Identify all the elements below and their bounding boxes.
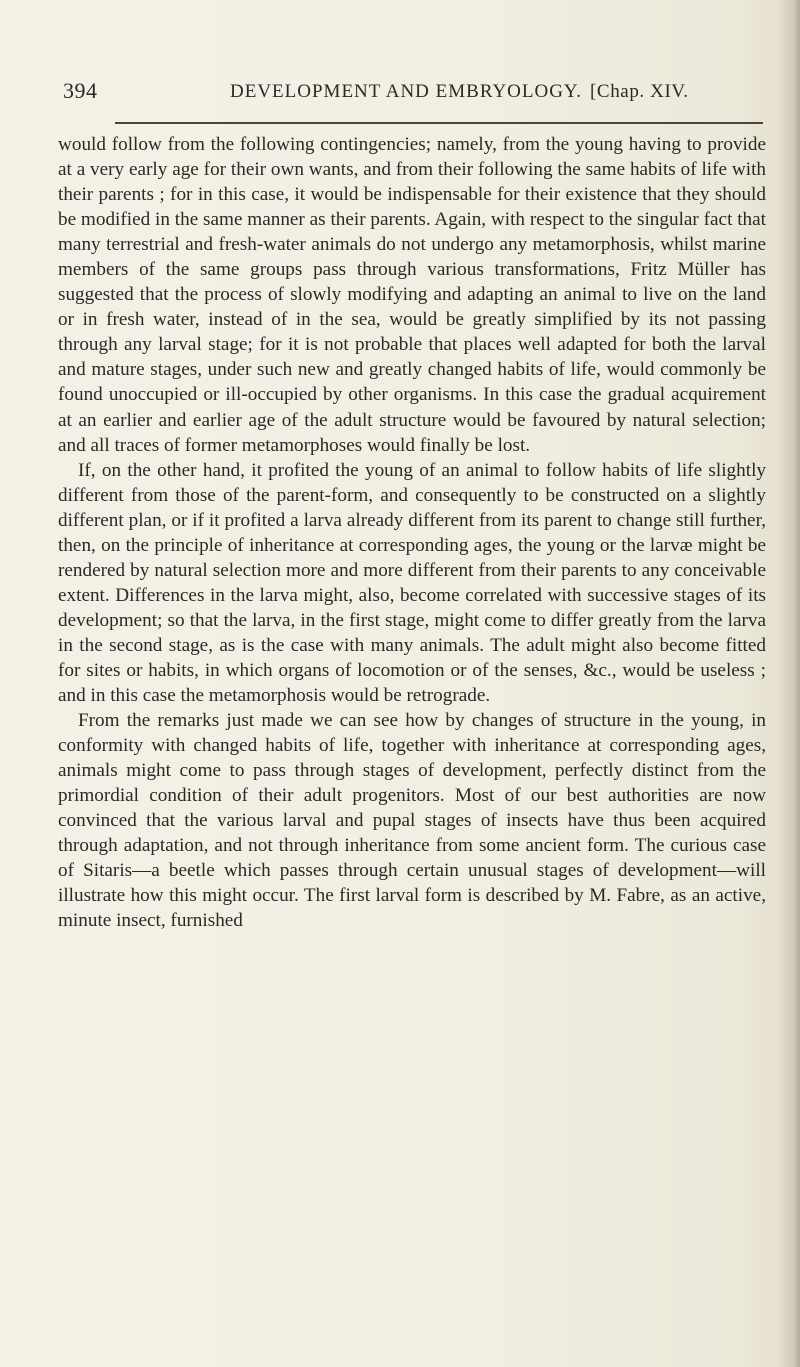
paragraph: From the remarks just made we can see how by changes of structure in the young, in conformity with changed habits of life, together with inheritance at corresponding ages, animals might come to pass through stages of development, perfectly distinct from the primordial condition of their adult progenitors. Most of our best authorities are now convinced that the various larval and pupal stages of insects have thus been acquired through adaptation, and not through inheritance from some ancient form. The curious case of Sitaris—a beetle which passes through certain unusual stages of development—will illustrate how this might occur. The first larval form is described by M. Fabre, as an active, minute insect, furnished <box>58 710 766 932</box>
page-number: 394 <box>63 78 98 103</box>
paragraph-continued: would follow from the following contingencies; namely, from the young having to provide at a very early age for their own wants, and from their following the same habits of life with their parents ; for in this case, it would be indispensable for their existence that they should be modified in the same manner as their parents. Again, with respect to the singular fact that many terrestrial and fresh-water animals do not undergo any metamorphosis, whilst marine members of the same groups pass through various transformations, Fritz Müller has suggested that the process of slowly modifying and adapting an animal to live on the land or in fresh water, instead of in the sea, would be greatly simplified by its not passing through any larval stage; for it is not probable that places well adapted for both the larval and mature stages, under such new and greatly changed habits of life, would commonly be found unoccupied or ill-occupied by other organisms. In this case the gradual acquirement at an earlier and earlier age of the adult structure would be favoured by natural selection; and all traces of former metamorphoses would finally be lost. <box>58 134 766 456</box>
paragraph: If, on the other hand, it profited the young of an animal to follow habits of life slightly different from those of the parent-form, and consequently to be constructed on a slightly different plan, or if it profited a larva already different from its parent to change still further, then, on the principle of inheritance at corresponding ages, the young or the larvæ might be rendered by natural selection more and more different from their parents to any conceivable extent. Differences in the larva might, also, become correlated with successive stages of its development; so that the larva, in the first stage, might come to differ greatly from the larva in the second stage, as is the case with many animals. The adult might also become fitted for sites or habits, in which organs of locomotion or of the senses, &c., would be useless ; and in this case the metamorphosis would be retrograde. <box>58 459 766 707</box>
body-text <box>58 132 766 934</box>
page-header <box>63 78 763 108</box>
page-gutter-shadow <box>778 0 800 1367</box>
chapter-reference: [Chap. XIV. <box>590 81 689 102</box>
header-rule <box>115 122 763 124</box>
running-title: DEVELOPMENT AND EMBRYOLOGY. <box>230 81 582 102</box>
